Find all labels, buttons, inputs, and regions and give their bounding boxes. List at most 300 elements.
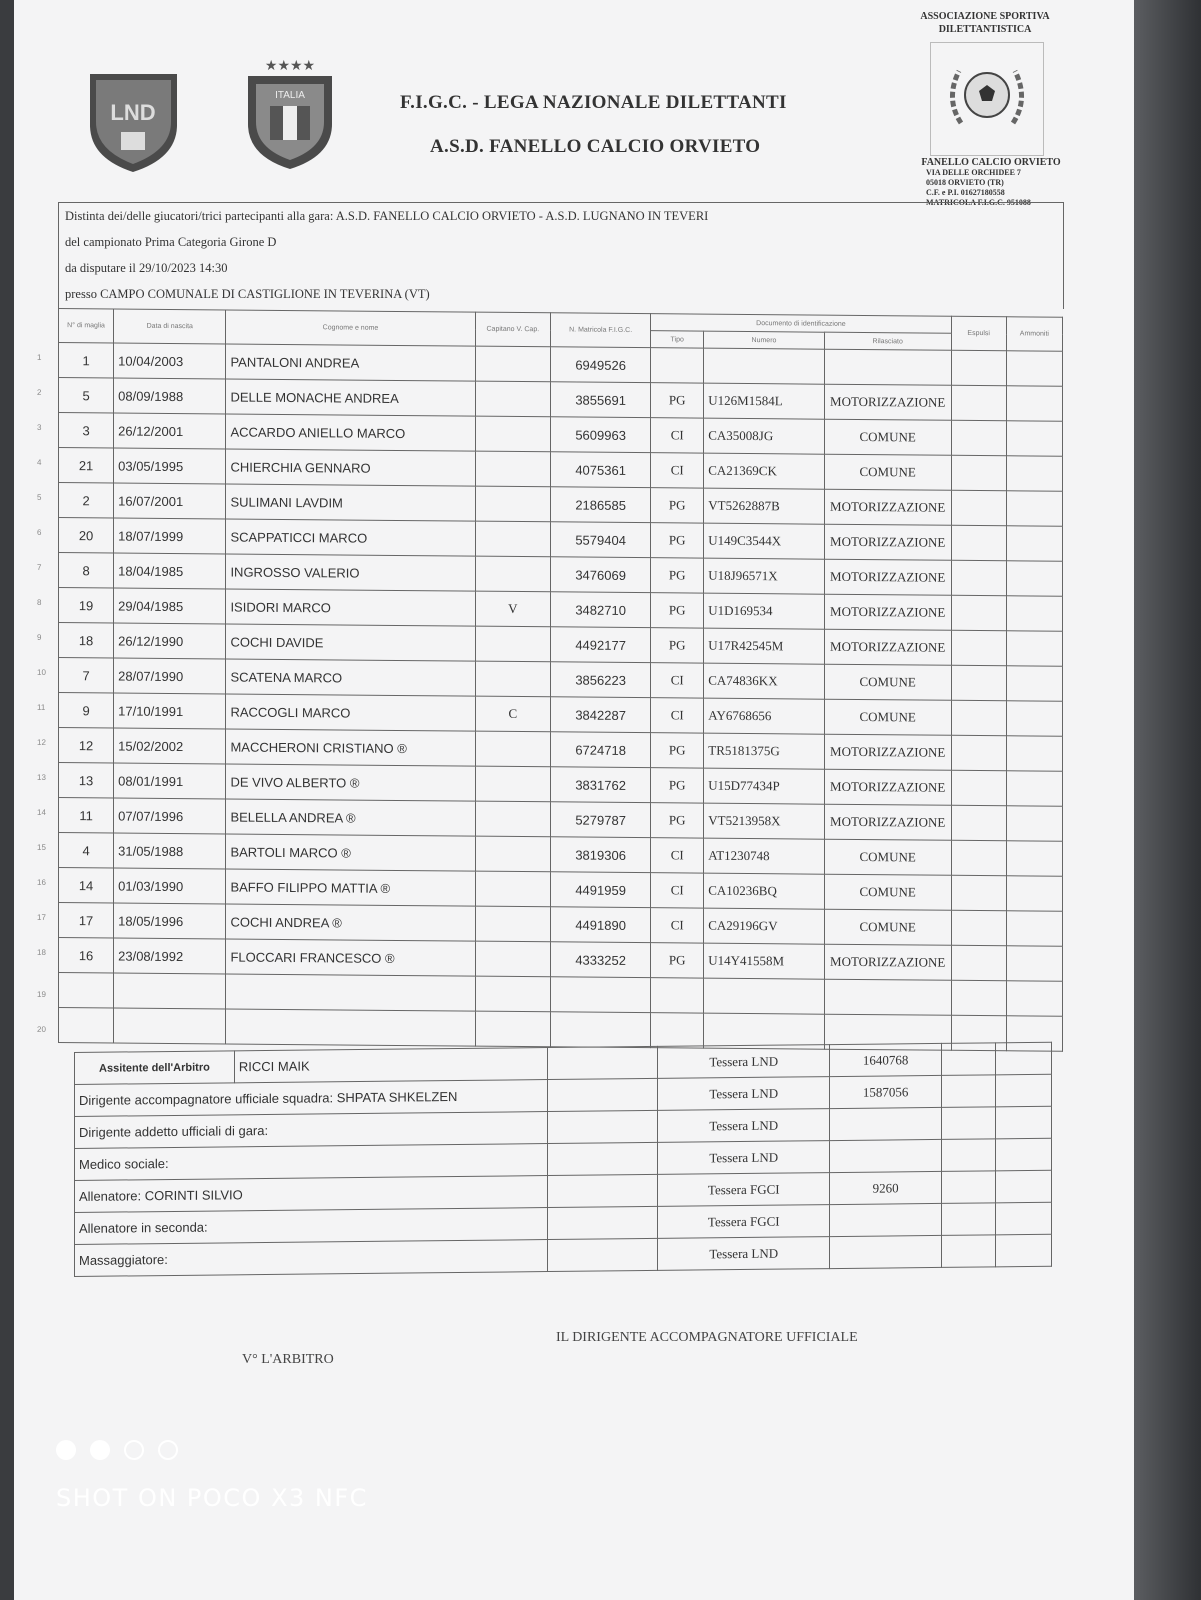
staff-tessera: Tessera LND xyxy=(658,1237,830,1271)
cell-capitano xyxy=(475,766,551,802)
cell-data-nascita: 26/12/2001 xyxy=(114,413,226,449)
row-number: 5 xyxy=(37,492,42,502)
cell-doc-rilasciato: COMUNE xyxy=(824,454,951,490)
staff-blank xyxy=(996,1138,1052,1171)
cell-maglia xyxy=(37,938,114,973)
cell-data-nascita xyxy=(114,1008,226,1044)
staff-blank xyxy=(996,1106,1052,1139)
cell-maglia xyxy=(37,448,114,483)
maglia-value: 3 xyxy=(82,422,90,438)
row-number: 10 xyxy=(37,667,46,677)
staff-blank xyxy=(996,1170,1052,1203)
cell-doc-numero: U17R42545M xyxy=(704,628,824,664)
staff-blank xyxy=(996,1202,1052,1235)
cell-nome: MACCHERONI CRISTIANO ® xyxy=(226,729,475,766)
cell-ammoniti xyxy=(1006,981,1062,1016)
col-numero: Numero xyxy=(704,331,824,349)
maglia-value: 4 xyxy=(82,842,90,858)
staff-tessera-number: 9260 xyxy=(830,1171,942,1204)
cell-capitano xyxy=(475,416,551,452)
row-number: 9 xyxy=(37,632,42,642)
cell-maglia xyxy=(37,378,114,413)
ring-icon xyxy=(124,1440,144,1460)
cell-doc-rilasciato: COMUNE xyxy=(824,664,951,700)
cell-matricola: 6949526 xyxy=(551,347,651,383)
cell-doc-rilasciato: MOTORIZZAZIONE xyxy=(824,524,951,560)
cell-espulsi xyxy=(951,385,1006,420)
figc-italia-logo xyxy=(244,56,336,171)
cell-data-nascita: 18/05/1996 xyxy=(114,903,226,939)
staff-blank xyxy=(942,1203,996,1236)
row-number: 18 xyxy=(37,947,46,957)
staff-label: Allenatore: CORINTI SILVIO xyxy=(75,1176,548,1213)
col-nome: Cognome e nome xyxy=(226,310,475,346)
cell-matricola: 6724718 xyxy=(551,732,651,768)
match-championship: del campionato Prima Categoria Girone D xyxy=(65,235,277,249)
row-number: 4 xyxy=(37,457,42,467)
cell-capitano xyxy=(475,486,551,522)
row-number: 2 xyxy=(37,387,42,397)
header-title-figc: F.I.G.C. - LEGA NAZIONALE DILETTANTI xyxy=(400,92,787,113)
staff-blank xyxy=(548,1238,658,1271)
row-number: 1 xyxy=(37,352,42,362)
maglia-value: 7 xyxy=(82,667,90,683)
cell-matricola: 3476069 xyxy=(551,557,651,593)
cell-espulsi xyxy=(951,560,1006,595)
stamp-fiscal-code: C.F. e P.I. 01627180558 xyxy=(926,188,1005,197)
cell-nome: BELELLA ANDREA ® xyxy=(226,799,475,836)
cell-ammoniti xyxy=(1006,386,1062,421)
cell-doc-tipo: CI xyxy=(651,838,704,873)
cell-doc-rilasciato: MOTORIZZAZIONE xyxy=(824,629,951,665)
dot-icon xyxy=(56,1440,76,1460)
cell-capitano xyxy=(475,1011,551,1047)
cell-espulsi xyxy=(951,700,1006,735)
cell-data-nascita: 28/07/1990 xyxy=(114,658,226,694)
staff-blank xyxy=(548,1206,658,1239)
cell-nome: FLOCCARI FRANCESCO ® xyxy=(226,939,475,976)
cell-ammoniti xyxy=(1006,771,1062,806)
row-number: 19 xyxy=(37,989,46,999)
row-number: 11 xyxy=(37,702,46,712)
match-teams: Distinta dei/delle giucatori/trici partecipanti alla gara: A.S.D. FANELLO CALCIO ORVIETO - A.S.D. LUGNANO IN TEVERI xyxy=(65,209,709,223)
cell-matricola: 3842287 xyxy=(551,697,651,733)
cell-doc-tipo: PG xyxy=(651,383,704,418)
cell-ammoniti xyxy=(1006,561,1062,596)
cell-ammoniti xyxy=(1006,806,1062,841)
cell-capitano xyxy=(475,731,551,767)
cell-doc-numero: AY6768656 xyxy=(704,698,824,734)
col-data: Data di nascita xyxy=(114,309,226,344)
cell-espulsi xyxy=(951,945,1006,980)
cell-nome: RACCOGLI MARCO xyxy=(226,694,475,731)
cell-data-nascita: 18/04/1985 xyxy=(114,553,226,589)
signature-arbitro: V° L'ARBITRO xyxy=(242,1352,334,1367)
row-number: 6 xyxy=(37,527,42,537)
cell-maglia xyxy=(37,798,114,833)
col-maglia: N° di maglia xyxy=(59,309,114,343)
players-table xyxy=(37,308,1063,1052)
cell-doc-numero: U149C3544X xyxy=(704,523,824,559)
cell-ammoniti xyxy=(1006,421,1062,456)
cell-doc-numero: U18J96571X xyxy=(704,558,824,594)
cell-matricola: 4492177 xyxy=(551,627,651,663)
cell-espulsi xyxy=(951,455,1006,490)
staff-label: Dirigente accompagnatore ufficiale squadra: SHPATA SHKELZEN xyxy=(75,1080,548,1117)
cell-nome: INGROSSO VALERIO xyxy=(226,554,475,591)
cell-doc-rilasciato xyxy=(824,349,951,385)
cell-doc-tipo: CI xyxy=(651,418,704,453)
staff-tessera: Tessera LND xyxy=(658,1109,830,1143)
laurel-ball-icon xyxy=(931,43,1043,155)
staff-blank xyxy=(996,1234,1052,1267)
col-tipo: Tipo xyxy=(651,331,704,348)
cell-espulsi xyxy=(951,525,1006,560)
cell-capitano xyxy=(475,801,551,837)
dot-icon xyxy=(90,1440,110,1460)
cell-data-nascita xyxy=(114,973,226,1009)
cell-nome: ACCARDO ANIELLO MARCO xyxy=(226,414,475,451)
cell-maglia xyxy=(37,1008,114,1043)
cell-doc-numero: U126M1584L xyxy=(704,383,824,419)
cell-maglia xyxy=(37,658,114,693)
cell-nome: BAFFO FILIPPO MATTIA ® xyxy=(226,869,475,906)
cell-doc-numero: VT5262887B xyxy=(704,488,824,524)
cell-ammoniti xyxy=(1006,456,1062,491)
svg-text:ITALIA: ITALIA xyxy=(275,90,305,101)
staff-blank xyxy=(996,1042,1052,1075)
cell-maglia xyxy=(37,728,114,763)
lnd-logo xyxy=(86,70,181,175)
cell-ammoniti xyxy=(1006,911,1062,946)
cell-nome: COCHI ANDREA ® xyxy=(226,904,475,941)
col-ammoniti: Ammoniti xyxy=(1006,317,1062,351)
col-rilasciato: Rilasciato xyxy=(824,332,951,350)
cell-nome: SCATENA MARCO xyxy=(226,659,475,696)
cell-ammoniti xyxy=(1006,596,1062,631)
staff-blank xyxy=(548,1174,658,1207)
staff-label: Allenatore in seconda: xyxy=(75,1208,548,1245)
row-number: 12 xyxy=(37,737,46,747)
staff-tessera-number xyxy=(830,1203,942,1236)
cell-maglia xyxy=(37,833,114,868)
cell-doc-rilasciato: COMUNE xyxy=(824,874,951,910)
cell-capitano xyxy=(475,626,551,662)
cell-doc-tipo: PG xyxy=(651,628,704,663)
cell-espulsi xyxy=(951,805,1006,840)
staff-blank xyxy=(942,1043,996,1076)
cell-espulsi xyxy=(951,350,1006,385)
cell-doc-tipo: CI xyxy=(651,453,704,488)
cell-data-nascita: 08/01/1991 xyxy=(114,763,226,799)
cell-maglia xyxy=(37,518,114,553)
cell-matricola: 4333252 xyxy=(551,942,651,978)
cell-data-nascita: 31/05/1988 xyxy=(114,833,226,869)
cell-matricola: 3856223 xyxy=(551,662,651,698)
cell-data-nascita: 26/12/1990 xyxy=(114,623,226,659)
cell-maglia xyxy=(37,973,114,1008)
cell-maglia xyxy=(37,413,114,448)
maglia-value: 9 xyxy=(82,702,90,718)
row-number: 13 xyxy=(37,772,46,782)
cell-doc-rilasciato: COMUNE xyxy=(824,839,951,875)
staff-blank xyxy=(548,1078,658,1111)
cell-espulsi xyxy=(951,490,1006,525)
col-espulsi: Espulsi xyxy=(951,316,1006,350)
cell-doc-numero: CA21369CK xyxy=(704,453,824,489)
cell-matricola: 2186585 xyxy=(551,487,651,523)
cell-nome: DELLE MONACHE ANDREA xyxy=(226,379,475,416)
cell-doc-tipo: PG xyxy=(651,488,704,523)
header-title-club: A.S.D. FANELLO CALCIO ORVIETO xyxy=(430,136,761,157)
cell-ammoniti xyxy=(1006,351,1062,386)
stamp-matricola: MATRICOLA F.I.G.C. 951088 xyxy=(926,198,1031,207)
cell-nome: SULIMANI LAVDIM xyxy=(226,484,475,521)
cell-maglia xyxy=(37,553,114,588)
staff-label: Dirigente addetto ufficiali di gara: xyxy=(75,1112,548,1149)
maglia-value: 1 xyxy=(82,352,90,368)
maglia-value: 20 xyxy=(78,527,94,543)
staff-label: Medico sociale: xyxy=(75,1144,548,1181)
cell-capitano xyxy=(475,941,551,977)
stamp-assoc-line1: ASSOCIAZIONE SPORTIVA xyxy=(920,11,1050,22)
cell-espulsi xyxy=(951,980,1006,1015)
cell-doc-numero xyxy=(704,978,824,1014)
staff-blank xyxy=(548,1046,658,1079)
cell-doc-numero: TR5181375G xyxy=(704,733,824,769)
cell-matricola: 3831762 xyxy=(551,767,651,803)
cell-matricola: 3819306 xyxy=(551,837,651,873)
cell-espulsi xyxy=(951,595,1006,630)
cell-data-nascita: 16/07/2001 xyxy=(114,483,226,519)
cell-data-nascita: 29/04/1985 xyxy=(114,588,226,624)
stamp-address: VIA DELLE ORCHIDEE 7 xyxy=(926,168,1021,177)
cell-data-nascita: 01/03/1990 xyxy=(114,868,226,904)
cell-data-nascita: 17/10/1991 xyxy=(114,693,226,729)
staff-tessera: Tessera LND xyxy=(658,1045,830,1079)
row-number: 17 xyxy=(37,912,46,922)
row-number: 15 xyxy=(37,842,46,852)
cell-doc-numero: AT1230748 xyxy=(704,838,824,874)
match-info-box xyxy=(58,202,1064,309)
cell-doc-rilasciato xyxy=(824,979,951,1015)
cell-doc-tipo: PG xyxy=(651,593,704,628)
cell-capitano xyxy=(475,381,551,417)
cell-nome: DE VIVO ALBERTO ® xyxy=(226,764,475,801)
cell-doc-rilasciato: MOTORIZZAZIONE xyxy=(824,804,951,840)
cell-nome xyxy=(226,974,475,1011)
cell-doc-numero xyxy=(704,348,824,384)
row-number: 14 xyxy=(37,807,46,817)
camera-watermark-dots xyxy=(56,1440,192,1465)
row-number: 7 xyxy=(37,562,42,572)
maglia-value: 14 xyxy=(78,877,94,893)
staff-label: Massaggiatore: xyxy=(75,1240,548,1277)
cell-ammoniti xyxy=(1006,701,1062,736)
background-edge xyxy=(1134,0,1201,1600)
cell-capitano xyxy=(475,661,551,697)
cell-doc-tipo xyxy=(651,1013,704,1048)
cell-ammoniti xyxy=(1006,841,1062,876)
staff-tessera-number xyxy=(830,1235,942,1268)
staff-tessera: Tessera LND xyxy=(658,1141,830,1175)
maglia-value: 21 xyxy=(78,457,94,473)
cell-data-nascita: 18/07/1999 xyxy=(114,518,226,554)
cell-matricola xyxy=(551,977,651,1013)
cell-capitano xyxy=(475,521,551,557)
club-stamp-heading xyxy=(900,10,1070,36)
cell-capitano: C xyxy=(475,696,551,732)
cell-maglia xyxy=(37,763,114,798)
cell-doc-tipo: PG xyxy=(651,523,704,558)
row-number: 8 xyxy=(37,597,42,607)
cell-data-nascita: 23/08/1992 xyxy=(114,938,226,974)
cell-matricola: 5279787 xyxy=(551,802,651,838)
match-venue: presso CAMPO COMUNALE DI CASTIGLIONE IN TEVERINA (VT) xyxy=(65,287,430,301)
col-matricola: N. Matricola F.I.G.C. xyxy=(551,313,651,348)
cell-matricola: 5579404 xyxy=(551,522,651,558)
staff-blank xyxy=(942,1075,996,1108)
staff-blank xyxy=(548,1142,658,1175)
cell-doc-tipo: PG xyxy=(651,803,704,838)
cell-doc-tipo: PG xyxy=(651,733,704,768)
cell-maglia xyxy=(37,868,114,903)
cell-doc-rilasciato: COMUNE xyxy=(824,909,951,945)
club-stamp-text xyxy=(916,158,1066,208)
cell-doc-numero: VT5213958X xyxy=(704,803,824,839)
cell-doc-rilasciato: MOTORIZZAZIONE xyxy=(824,944,951,980)
cell-data-nascita: 15/02/2002 xyxy=(114,728,226,764)
cell-doc-rilasciato: MOTORIZZAZIONE xyxy=(824,384,951,420)
cell-nome xyxy=(226,1009,475,1046)
cell-maglia xyxy=(37,623,114,658)
maglia-value: 12 xyxy=(78,737,94,753)
stamp-assoc-line2: DILETTANTISTICA xyxy=(938,24,1032,35)
staff-blank xyxy=(942,1171,996,1204)
cell-doc-numero: CA74836KX xyxy=(704,663,824,699)
staff-label: Assitente dell'Arbitro xyxy=(75,1051,235,1085)
cell-doc-numero: U15D77434P xyxy=(704,768,824,804)
cell-capitano xyxy=(475,346,551,382)
cell-doc-tipo: CI xyxy=(651,873,704,908)
cell-matricola: 4491959 xyxy=(551,872,651,908)
cell-maglia xyxy=(37,343,114,378)
cell-doc-numero: CA35008JG xyxy=(704,418,824,454)
maglia-value: 13 xyxy=(78,772,94,788)
cell-espulsi xyxy=(951,770,1006,805)
cell-maglia xyxy=(37,483,114,518)
cell-doc-rilasciato: MOTORIZZAZIONE xyxy=(824,559,951,595)
cell-espulsi xyxy=(951,875,1006,910)
staff-blank xyxy=(548,1110,658,1143)
cell-matricola: 3482710 xyxy=(551,592,651,628)
cell-capitano xyxy=(475,451,551,487)
cell-capitano xyxy=(475,836,551,872)
cell-capitano xyxy=(475,906,551,942)
cell-espulsi xyxy=(951,840,1006,875)
cell-nome: COCHI DAVIDE xyxy=(226,624,475,661)
cell-nome: SCAPPATICCI MARCO xyxy=(226,519,475,556)
cell-ammoniti xyxy=(1006,631,1062,666)
maglia-value: 17 xyxy=(78,912,94,928)
cell-espulsi xyxy=(951,735,1006,770)
cell-doc-rilasciato: MOTORIZZAZIONE xyxy=(824,769,951,805)
maglia-value: 19 xyxy=(78,597,94,613)
maglia-value: 5 xyxy=(82,387,90,403)
cell-ammoniti xyxy=(1006,491,1062,526)
cell-doc-tipo: CI xyxy=(651,663,704,698)
cell-doc-numero: U14Y41558M xyxy=(704,943,824,979)
cell-matricola: 3855691 xyxy=(551,382,651,418)
cell-capitano xyxy=(475,556,551,592)
col-capitano: Capitano V. Cap. xyxy=(475,312,551,347)
cell-doc-tipo xyxy=(651,978,704,1013)
cell-matricola xyxy=(551,1012,651,1048)
maglia-value: 2 xyxy=(82,492,90,508)
svg-text:★★★★: ★★★★ xyxy=(264,59,316,74)
staff-blank xyxy=(996,1074,1052,1107)
staff-value: RICCI MAIK xyxy=(234,1048,548,1083)
staff-table xyxy=(74,1042,1052,1277)
cell-nome: CHIERCHIA GENNARO xyxy=(226,449,475,486)
cell-doc-tipo xyxy=(651,348,704,383)
cell-capitano xyxy=(475,871,551,907)
svg-text:LND: LND xyxy=(110,100,156,125)
row-number: 16 xyxy=(37,877,46,887)
maglia-value: 11 xyxy=(79,807,93,823)
cell-maglia xyxy=(37,693,114,728)
staff-tessera-number xyxy=(830,1139,942,1172)
stamp-club-name: FANELLO CALCIO ORVIETO xyxy=(921,157,1061,168)
cell-espulsi xyxy=(951,910,1006,945)
cell-doc-rilasciato: MOTORIZZAZIONE xyxy=(824,734,951,770)
staff-tessera: Tessera LND xyxy=(658,1077,830,1111)
cell-nome: PANTALONI ANDREA xyxy=(226,344,475,381)
staff-tessera: Tessera FGCI xyxy=(658,1205,830,1239)
cell-ammoniti xyxy=(1006,946,1062,981)
signature-dirigente: IL DIRIGENTE ACCOMPAGNATORE UFFICIALE xyxy=(556,1330,858,1345)
maglia-value: 8 xyxy=(82,562,90,578)
staff-tessera: Tessera FGCI xyxy=(658,1173,830,1207)
stamp-city: 05018 ORVIETO (TR) xyxy=(926,178,1004,187)
cell-capitano: V xyxy=(475,591,551,627)
cell-nome: BARTOLI MARCO ® xyxy=(226,834,475,871)
row-number: 3 xyxy=(37,422,42,432)
cell-data-nascita: 03/05/1995 xyxy=(114,448,226,484)
cell-ammoniti xyxy=(1006,666,1062,701)
cell-ammoniti xyxy=(1006,876,1062,911)
cell-espulsi xyxy=(951,665,1006,700)
cell-doc-tipo: PG xyxy=(651,943,704,978)
maglia-value: 16 xyxy=(78,947,94,963)
cell-ammoniti xyxy=(1006,526,1062,561)
staff-blank xyxy=(942,1139,996,1172)
cell-matricola: 4491890 xyxy=(551,907,651,943)
cell-doc-rilasciato: MOTORIZZAZIONE xyxy=(824,594,951,630)
cell-espulsi xyxy=(951,630,1006,665)
cell-doc-rilasciato: COMUNE xyxy=(824,419,951,455)
staff-tessera-number xyxy=(830,1107,942,1140)
cell-matricola: 4075361 xyxy=(551,452,651,488)
cell-doc-rilasciato: COMUNE xyxy=(824,699,951,735)
cell-doc-tipo: CI xyxy=(651,908,704,943)
cell-espulsi xyxy=(951,420,1006,455)
club-badge xyxy=(930,42,1044,156)
cell-matricola: 5609963 xyxy=(551,417,651,453)
staff-tessera-number: 1587056 xyxy=(830,1075,942,1108)
cell-doc-numero: U1D169534 xyxy=(704,593,824,629)
cell-doc-numero: CA29196GV xyxy=(704,908,824,944)
